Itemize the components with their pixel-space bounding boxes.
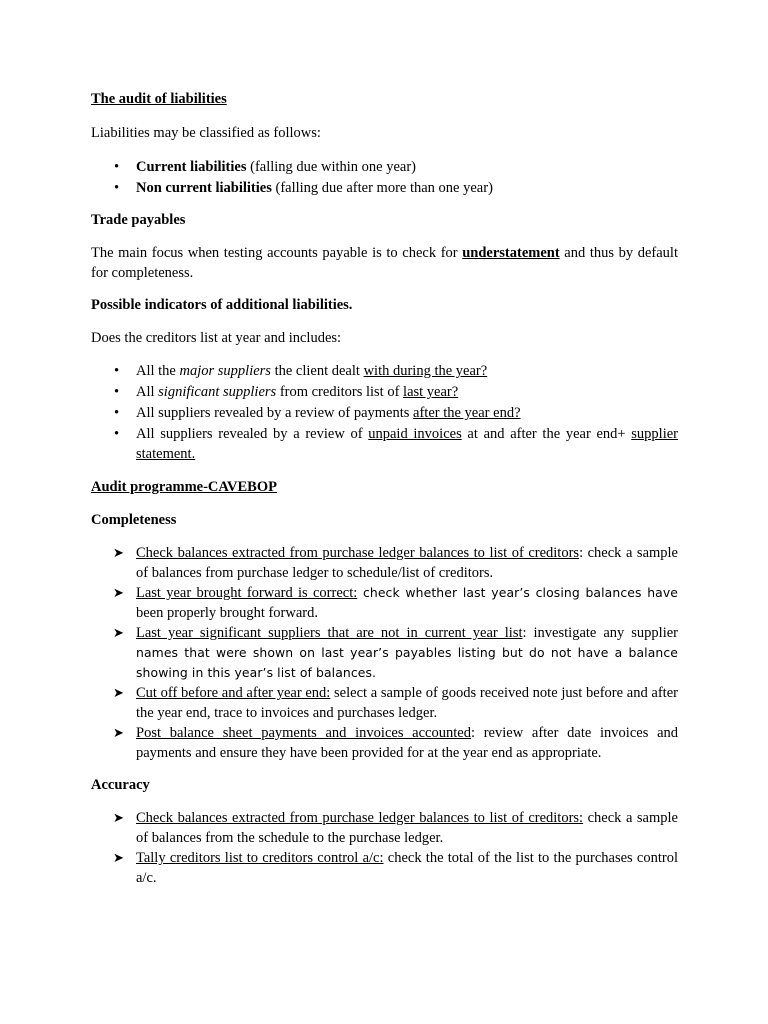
list-item: • All the major suppliers the client dealt with during the year? <box>114 363 488 379</box>
section-heading-trade-payables: Trade payables <box>91 212 186 228</box>
arrow-bullet-icon: ➤ <box>113 625 124 640</box>
list-item: ➤ Last year brought forward is correct: check whether last year’s closing balances have been properly brought forward. <box>113 585 679 621</box>
list-item: • All suppliers revealed by a review of payments after the year end? <box>114 405 521 421</box>
arrow-bullet-icon: ➤ <box>113 850 124 865</box>
list-item: ➤ Last year significant suppliers that are not in current year list: investigate any supplier names that were shown on last year’s payables listing but do not have a balance showing in this year’s list of balances. <box>113 625 679 680</box>
bullet-icon: • <box>114 180 120 196</box>
list-item: ➤ Post balance sheet payments and invoices accounted: review after date invoices and payments and ensure they have been provided for at the year end as appropriate. <box>113 725 678 761</box>
section-heading-audit-programme: Audit programme-CAVEBOP <box>91 479 277 495</box>
bullet-icon: • <box>114 363 120 379</box>
section-heading-indicators: Possible indicators of additional liabilities. <box>91 297 353 313</box>
intro-text: Liabilities may be classified as follows: <box>91 125 321 141</box>
indicators-list <box>91 361 678 464</box>
list-item: • Non current liabilities (falling due after more than one year) <box>114 180 493 196</box>
indicators-question: Does the creditors list at year and includes: <box>91 330 342 346</box>
arrow-bullet-icon: ➤ <box>113 810 124 825</box>
page-title: The audit of liabilities <box>91 91 227 107</box>
list-item: ➤ Check balances extracted from purchase ledger balances to list of creditors: check a sample of balances from purchase ledger to schedule/list of creditors. <box>113 545 678 581</box>
bullet-icon: • <box>114 159 120 175</box>
liability-classes-list <box>91 157 678 198</box>
emphasis-understatement: understatement <box>462 245 560 261</box>
completeness-list <box>91 543 678 763</box>
bullet-icon: • <box>114 405 120 421</box>
bullet-icon: • <box>114 384 120 400</box>
accuracy-list <box>91 808 678 888</box>
bullet-icon: • <box>114 426 120 442</box>
document-body <box>91 89 678 888</box>
list-item: ➤ Cut off before and after year end: select a sample of goods received note just before and after the year end, trace to invoices and purchases ledger. <box>113 685 678 721</box>
list-item: • All suppliers revealed by a review of unpaid invoices at and after the year end+ supplier statement. <box>114 426 678 462</box>
trade-payables-paragraph: The main focus when testing accounts payable is to check for understatement and thus by default for completeness. <box>91 245 678 281</box>
list-item: • All significant suppliers from creditors list of last year? <box>114 384 459 400</box>
subheading-completeness: Completeness <box>91 512 177 528</box>
list-item: • Current liabilities (falling due within one year) <box>114 159 417 175</box>
arrow-bullet-icon: ➤ <box>113 545 124 560</box>
arrow-bullet-icon: ➤ <box>113 585 124 600</box>
list-item: ➤ Tally creditors list to creditors control a/c: check the total of the list to the purchases control a/c. <box>113 850 678 886</box>
list-item: ➤ Check balances extracted from purchase ledger balances to list of creditors: check a sample of balances from the schedule to the purchase ledger. <box>113 810 678 846</box>
arrow-bullet-icon: ➤ <box>113 725 124 740</box>
arrow-bullet-icon: ➤ <box>113 685 124 700</box>
subheading-accuracy: Accuracy <box>91 777 150 793</box>
